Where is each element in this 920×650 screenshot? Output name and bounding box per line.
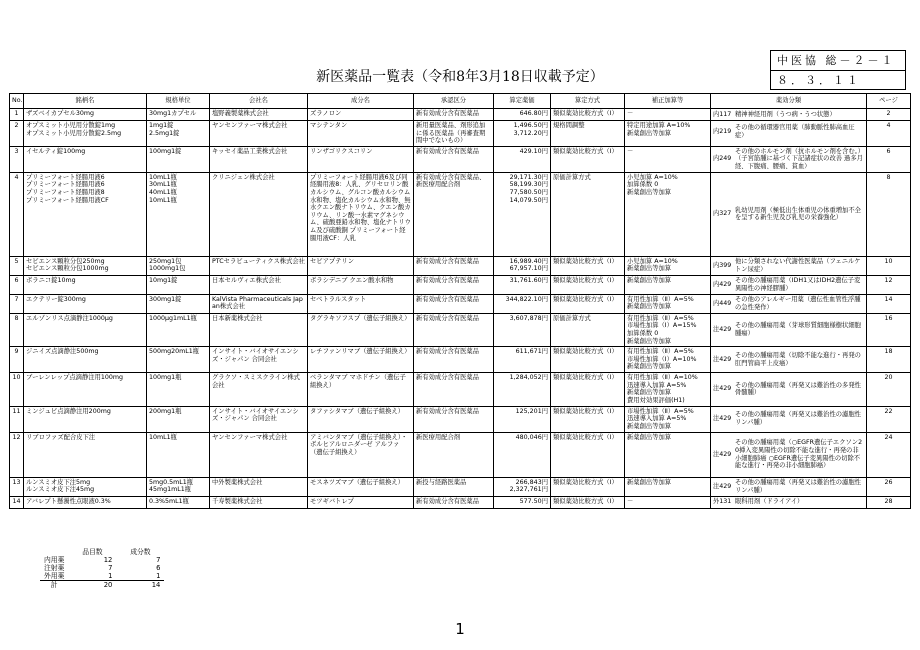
table-row	[10, 496, 911, 508]
cell-drug-name-line: プリミーフォート経腸用液6	[26, 173, 105, 181]
header-approval: 承認区分	[414, 94, 494, 109]
cell-approval: 新有効成分含有医薬品	[414, 406, 494, 432]
cell-price: 646.80円	[494, 109, 551, 121]
summary-total-row	[40, 581, 164, 590]
cell-premium-line: 迅速導入加算 A=5%	[627, 381, 687, 389]
cell-method: 原価計算方式	[551, 172, 625, 256]
efficacy-code: 内219	[713, 128, 732, 136]
cell-unit	[147, 172, 210, 256]
cell-method: 類似薬効比較方式（Ⅰ）	[551, 432, 625, 477]
cell-price: 480,046円	[494, 432, 551, 477]
cell-method: 原価計算方式	[551, 313, 625, 346]
cell-company: KalVista Pharmaceuticals Japan株式会社	[210, 294, 308, 313]
cell-approval: 新有効成分含有医薬品	[414, 347, 494, 373]
cell-company: グラクソ・スミスクライン株式会社	[210, 373, 308, 406]
cell-drug-name-line: セピエンス顆粒分包1000mg	[26, 265, 109, 273]
cell-premium: －	[625, 496, 711, 508]
summary-total-ingredients: 14	[116, 581, 164, 590]
cell-premium-line: 有用性加算（Ⅱ）A=5%	[627, 295, 694, 303]
efficacy-description: その他の腫瘍用薬（芽球形質細胞様樹状細胞腫瘍）	[735, 322, 861, 337]
efficacy-description: その他の腫瘍用薬（○EGFR遺伝子エクソン20挿入変異陽性の切除不能な進行・再発の非小細胞肺癌 ○EGFR遺伝子変異陽性の切除不能な進行・再発の非小細胞肺癌）	[735, 439, 863, 470]
cell-ingredient: タグラキソフスプ（遺伝子組換え）	[308, 313, 414, 346]
cell-premium	[625, 347, 711, 373]
table-row	[10, 256, 911, 275]
cell-drug-name: エルゾンリス点滴静注1000μg	[24, 313, 147, 346]
cell-price: 611,671円	[494, 347, 551, 373]
summary-row	[40, 572, 164, 581]
cell-unit	[147, 256, 210, 275]
efficacy-description: その他のホルモン剤（抗ホルモン剤を含む。）（子宮筋腫に基づく下記諸症状の改善 過多月経、下腹痛、腰痛、貧血）	[735, 147, 863, 171]
cell-unit: 10mL1瓶	[147, 432, 210, 477]
cell-page: 22	[867, 406, 911, 432]
cell-ingredient: ズラノロン	[308, 109, 414, 121]
cell-premium	[625, 406, 711, 432]
cell-company: 日本新薬株式会社	[210, 313, 308, 346]
cell-premium-line: 市場性加算（Ⅰ）A=15%	[627, 322, 697, 330]
cell-premium-line: 有用性加算（Ⅱ）A=10%	[627, 374, 698, 382]
cell-price	[494, 256, 551, 275]
cell-premium: 新薬創出等加算	[625, 275, 711, 294]
cell-unit: 200mg1瓶	[147, 406, 210, 432]
meeting-date: ８．３．１１	[771, 70, 905, 90]
efficacy-code: 内399	[713, 261, 732, 269]
cell-unit: 10mg1錠	[147, 275, 210, 294]
meeting-code-box	[770, 50, 906, 90]
cell-approval: 新有効成分含有医薬品、新医療用配合剤	[414, 172, 494, 256]
new-drug-table	[9, 93, 911, 509]
cell-no: 6	[10, 275, 24, 294]
cell-approval: 新有効成分含有医薬品	[414, 256, 494, 275]
table-header-row	[10, 94, 911, 109]
cell-method: 規格間調整	[551, 121, 625, 147]
cell-drug-name: イセルティ錠100mg	[24, 146, 147, 172]
cell-unit-line: 40mL1瓶	[149, 188, 177, 196]
cell-no: 13	[10, 477, 24, 496]
page-number: 1	[455, 620, 465, 638]
cell-price-line: 16,989.40円	[509, 257, 548, 265]
cell-method: 類似薬効比較方式（Ⅰ）	[551, 496, 625, 508]
cell-drug-name-line: プリミーフォート経腸用液CF	[26, 196, 109, 204]
cell-premium	[625, 172, 711, 256]
cell-company: 千寿製薬株式会社	[210, 496, 308, 508]
summary-label: 注射薬	[44, 564, 65, 572]
header-price: 算定薬価	[494, 94, 551, 109]
cell-company: 日本セルヴィエ株式会社	[210, 275, 308, 294]
cell-ingredient: ボラシデニブ クエン酸水和物	[308, 275, 414, 294]
cell-unit: 300mg1錠	[147, 294, 210, 313]
cell-unit: 500mg20mL1瓶	[147, 347, 210, 373]
cell-price	[494, 172, 551, 256]
summary-total-label: 計	[40, 581, 68, 590]
cell-premium-line: 新薬創出等加算	[627, 337, 672, 345]
cell-efficacy	[711, 406, 867, 432]
cell-ingredient: リンザゴリクスコリン	[308, 146, 414, 172]
summary-ingredients: 6	[156, 564, 161, 572]
table-row	[10, 477, 911, 496]
cell-efficacy	[711, 275, 867, 294]
table-row	[10, 172, 911, 256]
summary-total-items: 20	[68, 581, 116, 590]
table-row	[10, 432, 911, 477]
cell-unit: 100mg1錠	[147, 146, 210, 172]
efficacy-code: 注429	[713, 482, 732, 490]
cell-drug-name: ザズベイカプセル30mg	[24, 109, 147, 121]
cell-premium-line: 小児加算 A=10%	[627, 257, 678, 265]
cell-drug-name-line: ルンスミオ皮下注45mg	[26, 486, 95, 494]
cell-premium-line: 市場性加算（Ⅱ）A=5%	[627, 407, 694, 415]
summary-label: 内用薬	[44, 556, 65, 564]
efficacy-code: 内429	[713, 280, 732, 288]
cell-page: 16	[867, 313, 911, 346]
cell-premium: －	[625, 146, 711, 172]
cell-page: 4	[867, 121, 911, 147]
cell-efficacy	[711, 496, 867, 508]
cell-page: 2	[867, 109, 911, 121]
cell-price: 31,761.60円	[494, 275, 551, 294]
table-row	[10, 121, 911, 147]
cell-premium: 新薬創出等加算	[625, 432, 711, 477]
cell-drug-name	[24, 477, 147, 496]
cell-price-line: 2,327,761円	[509, 486, 548, 494]
cell-unit-line: 30mL1瓶	[149, 181, 177, 189]
efficacy-description: 精神神経用剤（うつ病・うつ状態）	[735, 110, 836, 118]
summary-items: 7	[108, 564, 113, 572]
summary-row	[40, 556, 164, 564]
cell-efficacy	[711, 313, 867, 346]
cell-approval: 新有効成分含有医薬品	[414, 313, 494, 346]
document-title: 新医薬品一覧表（令和8年3月18日収載予定）	[316, 69, 604, 85]
cell-approval: 新有効成分含有医薬品	[414, 275, 494, 294]
cell-method: 類似薬効比較方式（Ⅰ）	[551, 275, 625, 294]
header-no: No.	[10, 94, 24, 109]
cell-premium-line: 有用性加算（Ⅱ）A=5%	[627, 314, 694, 322]
cell-price	[494, 477, 551, 496]
cell-drug-name-line: ルンスミオ皮下注5mg	[26, 478, 91, 486]
cell-ingredient: モツギバトレプ	[308, 496, 414, 508]
cell-premium-line: 小児加算 A=10%	[627, 173, 678, 181]
table-row	[10, 294, 911, 313]
cell-page: 10	[867, 256, 911, 275]
cell-method: 類似薬効比較方式（Ⅰ）	[551, 146, 625, 172]
cell-premium	[625, 313, 711, 346]
cell-price-line: 14,079.50円	[509, 196, 548, 204]
cell-approval: 新有効成分含有医薬品	[414, 146, 494, 172]
cell-unit-line: 250mg1包	[149, 257, 182, 265]
table-row	[10, 373, 911, 406]
cell-price-line: 29,171.30円	[509, 173, 548, 181]
header-premium: 補正加算等	[625, 94, 711, 109]
cell-ingredient: セベトラルスタット	[308, 294, 414, 313]
cell-unit: 30mg1カプセル	[147, 109, 210, 121]
cell-company: 塩野義製薬株式会社	[210, 109, 308, 121]
cell-unit: 0.3%5mL1瓶	[147, 496, 210, 508]
cell-premium-line: 市場性加算（Ⅰ）A=10%	[627, 355, 697, 363]
table-row	[10, 109, 911, 121]
cell-efficacy	[711, 432, 867, 477]
cell-no: 4	[10, 172, 24, 256]
cell-premium-line: 新薬創出等加算	[627, 188, 672, 196]
cell-premium-line: 加算係数 0	[627, 329, 659, 337]
cell-unit: 1000μg1mL1瓶	[147, 313, 210, 346]
cell-price-line: 3,712.20円	[513, 129, 548, 137]
cell-company: 中外製薬株式会社	[210, 477, 308, 496]
cell-page: 28	[867, 496, 911, 508]
cell-page: 18	[867, 347, 911, 373]
efficacy-description: その他のアレルギー用薬（遺伝性血管性浮腫の急性発作）	[735, 296, 861, 311]
cell-efficacy	[711, 373, 867, 406]
cell-page: 6	[867, 146, 911, 172]
table-row	[10, 347, 911, 373]
summary-items: 1	[108, 572, 113, 580]
cell-no: 2	[10, 121, 24, 147]
cell-page: 14	[867, 294, 911, 313]
cell-company: ヤンセンファーマ株式会社	[210, 432, 308, 477]
efficacy-code: 内449	[713, 299, 732, 307]
efficacy-code: 注429	[713, 450, 732, 458]
cell-unit	[147, 477, 210, 496]
cell-method: 類似薬効比較方式（Ⅰ）	[551, 347, 625, 373]
cell-price: 429.10円	[494, 146, 551, 172]
cell-no: 11	[10, 406, 24, 432]
cell-company: ヤンセンファーマ株式会社	[210, 121, 308, 147]
cell-drug-name-line: セピエンス顆粒分包250mg	[26, 257, 105, 265]
cell-unit-line: 45mg1mL1瓶	[149, 486, 192, 494]
efficacy-code: 内249	[713, 155, 732, 163]
cell-premium-line: 費用対効果評価(H1)	[627, 396, 685, 404]
summary-ingredients: 7	[156, 556, 161, 564]
efficacy-description: その他の腫瘍用薬（IDH1又はIDH2遺伝子変異陽性の神経膠腫）	[735, 277, 861, 292]
cell-no: 1	[10, 109, 24, 121]
cell-company: キッセイ薬品工業株式会社	[210, 146, 308, 172]
cell-premium-line: 加算係数 0	[627, 181, 659, 189]
table-row	[10, 275, 911, 294]
cell-ingredient: レチファンリマブ（遺伝子組換え）	[308, 347, 414, 373]
cell-no: 5	[10, 256, 24, 275]
cell-price-line: 58,199.30円	[509, 181, 548, 189]
cell-method: 類似薬効比較方式（Ⅰ）	[551, 256, 625, 275]
cell-ingredient: モスネツズマブ（遺伝子組換え）	[308, 477, 414, 496]
cell-approval: 新用量医薬品、剤形追加に係る医薬品（再審査期間中でないもの）	[414, 121, 494, 147]
header-name: 銘柄名	[24, 94, 147, 109]
cell-drug-name: リブロファズ配合皮下注	[24, 432, 147, 477]
cell-approval: 新有効成分含有医薬品	[414, 373, 494, 406]
cell-premium	[625, 256, 711, 275]
cell-premium-line: 新薬創出等加算	[627, 265, 672, 273]
cell-company: インサイト・バイオサイエンシズ・ジャパン 合同会社	[210, 406, 308, 432]
summary-items: 12	[103, 556, 113, 564]
cell-unit-line: 2.5mg1錠	[149, 129, 180, 137]
summary-label: 外用薬	[44, 572, 65, 580]
cell-unit	[147, 121, 210, 147]
cell-page: 24	[867, 432, 911, 477]
efficacy-description: その他の腫瘍用薬（再発又は難治性の多発性骨髄腫）	[735, 381, 861, 397]
cell-approval: 新医療用配合剤	[414, 432, 494, 477]
efficacy-code: 内117	[713, 110, 732, 118]
cell-ingredient: プリミーフォート経腸用液6及び同経腸用液8：人乳、グリセロリン酸カルシウム、グルコン酸カルシウム水和物、塩化カルシウム水和物、無水クエン酸ナトリウム、クエン酸カリウム、リン酸一水素マグネシウム、硫酸亜鉛水和物、塩化ナトリウム及び硫酸銅 プリミーフォート経腸用液CF：人乳	[308, 172, 414, 256]
cell-approval: 新有効成分含有医薬品	[414, 109, 494, 121]
cell-price-line: 1,496.50円	[513, 122, 548, 129]
cell-no: 12	[10, 432, 24, 477]
header-ingredient: 成分名	[308, 94, 414, 109]
cell-no: 9	[10, 347, 24, 373]
efficacy-description: その他の腫瘍用薬（切除不能な進行・再発の肛門管扁平上皮癌）	[735, 352, 861, 367]
efficacy-description: その他の腫瘍用薬（再発又は難治性の濾胞性リンパ腫）	[735, 411, 861, 427]
cell-price: 344,822.10円	[494, 294, 551, 313]
cell-price: 577.50円	[494, 496, 551, 508]
cell-approval: 新有効成分含有医薬品	[414, 294, 494, 313]
cell-ingredient: セピアプテリン	[308, 256, 414, 275]
cell-efficacy	[711, 477, 867, 496]
cell-premium: 新薬創出等加算	[625, 477, 711, 496]
efficacy-description: 眼科用剤（ドライアイ）	[735, 498, 804, 506]
cell-price-line: 77,580.50円	[509, 188, 548, 196]
cell-drug-name	[24, 121, 147, 147]
efficacy-code: 外131	[713, 498, 732, 506]
cell-method: 類似薬効比較方式（Ⅰ）	[551, 373, 625, 406]
cell-ingredient: マシテンタン	[308, 121, 414, 147]
efficacy-code: 注429	[713, 415, 732, 423]
cell-premium	[625, 373, 711, 406]
cell-page: 8	[867, 172, 911, 256]
cell-company: PTCセラピューティクス株式会社	[210, 256, 308, 275]
cell-unit-line: 5mg0.5mL1瓶	[149, 478, 194, 486]
cell-ingredient: タファシタマブ（遺伝子組換え）	[308, 406, 414, 432]
efficacy-description: その他の腫瘍用薬（再発又は難治性の濾胞性リンパ腫）	[735, 478, 861, 494]
cell-no: 14	[10, 496, 24, 508]
header-company: 会社名	[210, 94, 308, 109]
summary-ingredients: 1	[156, 572, 161, 580]
cell-drug-name-line: オプスミット小児用分散錠2.5mg	[26, 129, 122, 137]
cell-premium-line: 特定用途加算 A=10%	[627, 122, 691, 129]
cell-drug-name	[24, 172, 147, 256]
cell-page: 12	[867, 275, 911, 294]
cell-price-line: 67,957.10円	[509, 265, 548, 273]
cell-drug-name: ジニイズ点滴静注500mg	[24, 347, 147, 373]
cell-efficacy	[711, 294, 867, 313]
cell-page: 20	[867, 373, 911, 406]
cell-ingredient: ベランタマブ マホドチン（遺伝子組換え）	[308, 373, 414, 406]
cell-drug-name-line: プリミーフォート経腸用液6	[26, 181, 105, 189]
cell-method: 類似薬効比較方式（Ⅰ）	[551, 109, 625, 121]
summary-header-ingredients: 成分数	[130, 548, 151, 556]
efficacy-description: 他に分類されない代謝性医薬品（フェニルケトン尿症）	[735, 258, 861, 273]
cell-efficacy	[711, 146, 867, 172]
efficacy-code: 注429	[713, 325, 732, 333]
cell-company: インサイト・バイオサイエンシズ・ジャパン 合同会社	[210, 347, 308, 373]
cell-no: 10	[10, 373, 24, 406]
cell-premium: －	[625, 109, 711, 121]
cell-method: 類似薬効比較方式（Ⅰ）	[551, 477, 625, 496]
cell-approval: 新有効成分含有医薬品	[414, 496, 494, 508]
cell-efficacy	[711, 256, 867, 275]
cell-drug-name: ミンジュビ点滴静注用200mg	[24, 406, 147, 432]
cell-premium-line: 新薬創出等加算	[627, 363, 672, 371]
table-row	[10, 146, 911, 172]
cell-premium-line: 新薬創出等加算	[627, 422, 672, 430]
cell-drug-name: エクテリー錠300mg	[24, 294, 147, 313]
cell-drug-name: アバレプト懸濁性点眼液0.3%	[24, 496, 147, 508]
cell-premium	[625, 121, 711, 147]
cell-company: クリニジェン株式会社	[210, 172, 308, 256]
cell-premium-line: 有用性加算（Ⅱ）A=5%	[627, 348, 694, 356]
cell-unit-line: 1mg1錠	[149, 122, 174, 129]
cell-efficacy	[711, 109, 867, 121]
cell-price: 1,284,052円	[494, 373, 551, 406]
cell-method: 類似薬効比較方式（Ⅰ）	[551, 294, 625, 313]
efficacy-description: 乳幼児用剤（極低出生体重児の体重増加不全を呈する新生児及び乳児の栄養強化）	[735, 206, 861, 222]
cell-price-line: 266,843円	[515, 478, 548, 486]
efficacy-code: 注429	[713, 355, 732, 363]
cell-no: 3	[10, 146, 24, 172]
cell-premium-line: 新薬創出等加算	[627, 129, 672, 137]
cell-unit-line: 10mL1瓶	[149, 173, 177, 181]
cell-efficacy	[711, 121, 867, 147]
header-method: 算定方式	[551, 94, 625, 109]
table-row	[10, 406, 911, 432]
header-efficacy: 薬効分類	[711, 94, 867, 109]
cell-drug-name: ブーレンレップ点滴静注用100mg	[24, 373, 147, 406]
cell-efficacy	[711, 172, 867, 256]
cell-method: 類似薬効比較方式（Ⅰ）	[551, 406, 625, 432]
cell-price: 3,607,878円	[494, 313, 551, 346]
cell-no: 8	[10, 313, 24, 346]
cell-drug-name-line: プリミーフォート経腸用液8	[26, 188, 105, 196]
cell-approval: 新投与経路医薬品	[414, 477, 494, 496]
cell-premium-line: 迅速導入加算 A=5%	[627, 415, 687, 423]
table-row	[10, 313, 911, 346]
efficacy-code: 内327	[713, 210, 732, 218]
meeting-code: 中医協 総－２－１	[777, 54, 896, 67]
header-unit: 規格単位	[147, 94, 210, 109]
cell-premium-line: 新薬創出等加算	[627, 389, 672, 397]
cell-unit-line: 10mL1瓶	[149, 196, 177, 204]
cell-drug-name: ボラニコ錠10mg	[24, 275, 147, 294]
cell-ingredient: アミバンタマブ（遺伝子組換え）・ボルヒアルロニダーゼ アルファ（遺伝子組換え）	[308, 432, 414, 477]
summary-header-items: 品目数	[82, 548, 103, 556]
cell-drug-name	[24, 256, 147, 275]
cell-drug-name-line: オプスミット小児用分散錠1mg	[26, 122, 116, 129]
summary-table	[40, 548, 164, 589]
cell-efficacy	[711, 347, 867, 373]
cell-price: 125,201円	[494, 406, 551, 432]
summary-row	[40, 564, 164, 572]
cell-no: 7	[10, 294, 24, 313]
efficacy-code: 注429	[713, 385, 732, 393]
cell-unit: 100mg1瓶	[147, 373, 210, 406]
cell-price	[494, 121, 551, 147]
header-page: ページ	[867, 94, 911, 109]
efficacy-description: その他の循環器官用薬（肺動脈性肺高血圧症）	[735, 124, 855, 139]
cell-premium-line: 新薬創出等加算	[627, 303, 672, 311]
cell-premium	[625, 294, 711, 313]
summary-header-row	[40, 548, 164, 556]
cell-unit-line: 1000mg1包	[149, 265, 186, 273]
cell-page: 26	[867, 477, 911, 496]
